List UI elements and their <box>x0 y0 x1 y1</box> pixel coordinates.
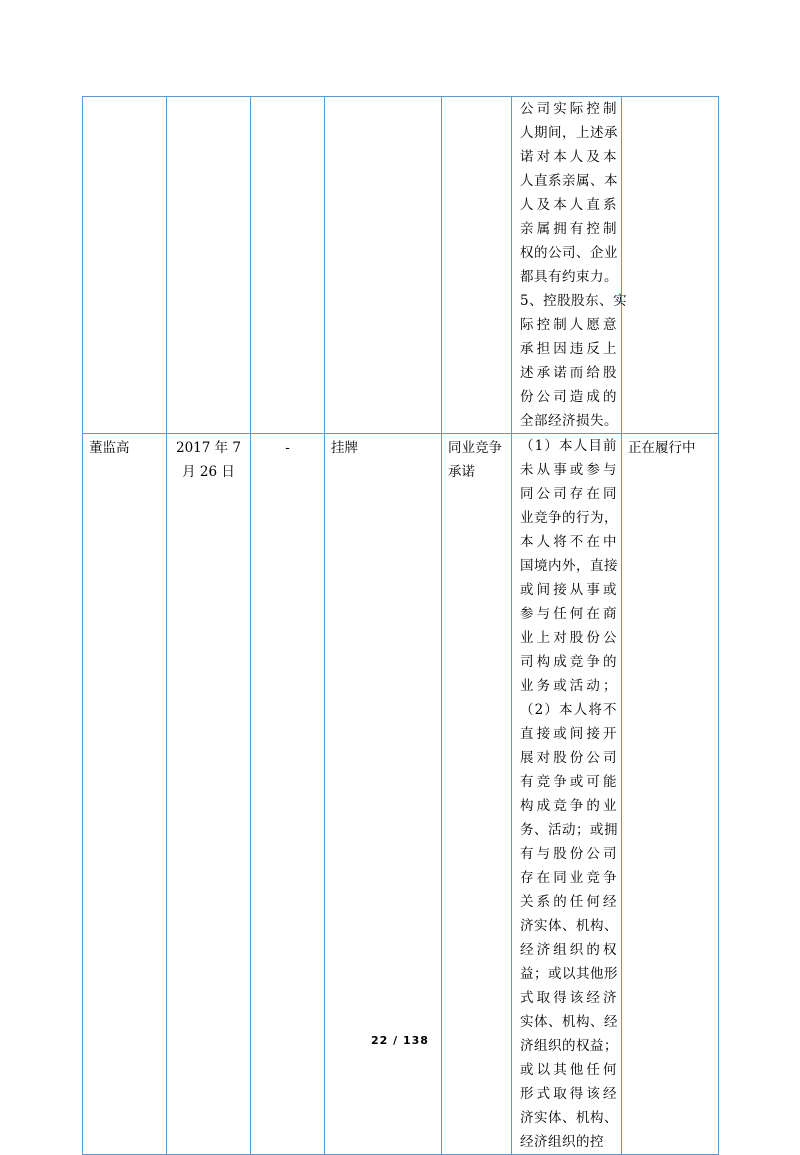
cell-status <box>622 97 719 434</box>
source-text: 挂牌 <box>331 440 358 456</box>
commitment-line: 展对股份公司 <box>520 750 617 766</box>
commitment-line: 益；或以其他形 <box>520 966 618 982</box>
commitment-line: 业务或活动； <box>520 678 617 694</box>
commitment-line: 存在同业竞争 <box>520 870 617 886</box>
table-row <box>83 97 719 434</box>
commitment-line: 际控制人愿意 <box>520 317 617 333</box>
commitment-table <box>82 96 719 1155</box>
cell-date <box>167 97 251 434</box>
commitment-line: 有与股份公司 <box>520 846 617 862</box>
commitment-line: 权的公司、企业 <box>520 245 618 261</box>
commitment-line: 承担因违反上 <box>520 341 617 357</box>
commitment-line: （1）本人目前 <box>520 438 617 454</box>
commitment-line: 形式取得该经 <box>520 1086 617 1102</box>
commitment-line: 经济组织的控 <box>520 1134 604 1150</box>
commitment-line: 或以其他任何 <box>520 1062 617 1078</box>
commitment-line: 诺对本人及本 <box>520 149 617 165</box>
cell-source <box>325 97 442 434</box>
cell-commitment <box>512 97 628 434</box>
cell-type <box>442 97 512 434</box>
commitment-line: 人直系亲属、本 <box>520 173 618 189</box>
commitment-line: 公司实际控制 <box>520 101 617 117</box>
commitment-line: 亲属拥有控制 <box>520 221 617 237</box>
commitment-line: 司构成竞争的 <box>520 654 617 670</box>
commitment-line: 未从事或参与 <box>520 462 617 478</box>
commitment-line: 同公司存在同 <box>520 486 617 502</box>
commitment-line: 济组织的权益； <box>520 1038 618 1054</box>
commitment-line: 关系的任何经 <box>520 894 617 910</box>
page-number: 22 / 138 <box>371 1034 429 1047</box>
subject-text: 董监高 <box>89 440 130 456</box>
type-line-2: 承诺 <box>448 464 475 480</box>
commitment-line: 直接或间接开 <box>520 726 617 742</box>
commitment-line: 人及本人直系 <box>520 197 617 213</box>
commitment-line: 济实体、机构、 <box>520 1110 618 1126</box>
commitment-line: 都具有约束力。 <box>520 269 618 285</box>
commitment-line: 参与任何在商 <box>520 606 617 622</box>
cell-subject <box>83 97 167 434</box>
commitment-line: 务、活动；或拥 <box>520 822 618 838</box>
commitment-line: 业上对股份公 <box>520 630 617 646</box>
commitment-line: 份公司造成的 <box>520 389 617 405</box>
commitment-line: 5、控股股东、实 <box>520 293 628 309</box>
status-text: 正在履行中 <box>628 440 696 456</box>
commitment-line: 全部经济损失。 <box>520 413 618 429</box>
date-line-1: 2017 年 7 <box>175 440 242 456</box>
commitment-line: 国境内外，直接 <box>520 558 618 574</box>
commitment-line: 经济组织的权 <box>520 942 617 958</box>
commitment-line: 述承诺而给股 <box>520 365 617 381</box>
date-line-2: 月 26 日 <box>182 464 235 480</box>
commitment-line: 业竞争的行为， <box>520 510 618 526</box>
commitment-line: 人期间，上述承 <box>520 125 618 141</box>
commitment-line: 有竞争或可能 <box>520 774 617 790</box>
commitment-line: 式取得该经济 <box>520 990 617 1006</box>
commitment-line: 济实体、机构、 <box>520 918 618 934</box>
commitment-line: 实体、机构、经 <box>520 1014 618 1030</box>
cell-end-date <box>251 97 325 434</box>
commitment-line: 或间接从事或 <box>520 582 617 598</box>
commitment-line: （2）本人将不 <box>520 702 617 718</box>
commitment-line: 本人将不在中 <box>520 534 617 550</box>
type-line-1: 同业竞争 <box>448 440 502 456</box>
commitment-line: 构成竞争的业 <box>520 798 617 814</box>
end-date-text: - <box>285 440 290 456</box>
